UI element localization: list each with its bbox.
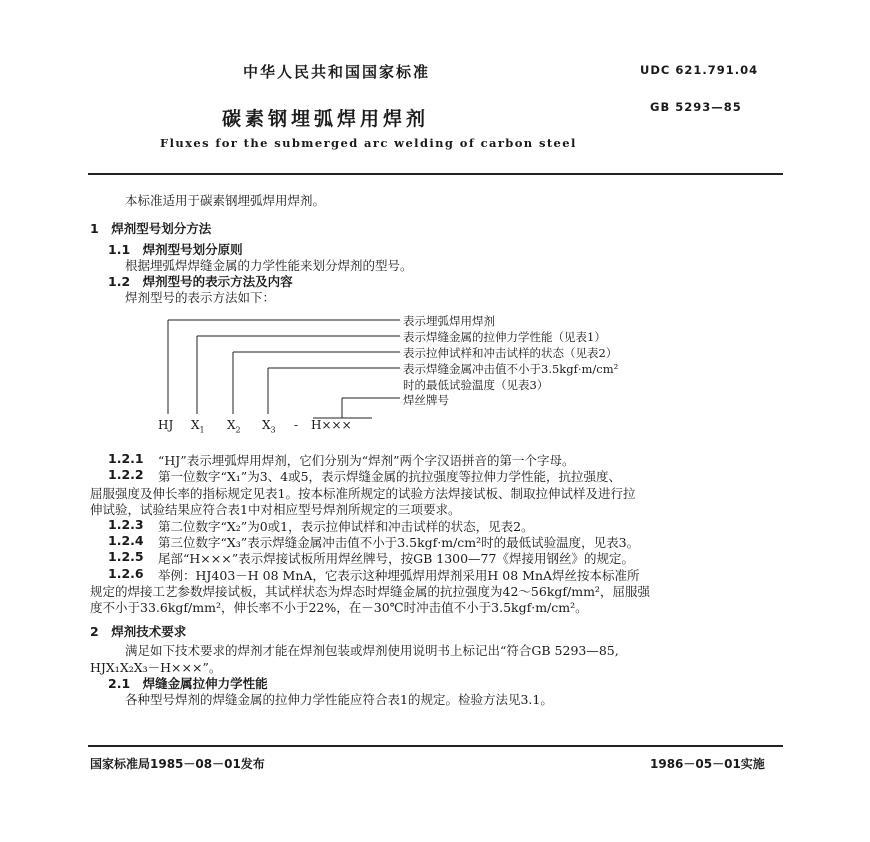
para-number: 1.2.2	[108, 467, 144, 482]
udc-code: UDC 621.791.04	[640, 63, 759, 77]
section-2-text-cont: HJX₁X₂X₃－H×××”。	[90, 660, 222, 675]
section-2-heading: 2 焊剂技术要求	[90, 624, 187, 639]
para-text: 举例：HJ403－H 08 MnA，它表示这种埋弧焊用焊剂采用H 08 MnA焊丝按本标准所	[158, 568, 640, 583]
standard-title-en: Fluxes for the submerged arc welding of carbon steel	[160, 136, 577, 150]
para-number: 1.2.5	[108, 549, 144, 564]
para-number: 1.2.4	[108, 533, 144, 548]
code-x3: $X_3$	[262, 418, 276, 435]
section-1-1-text: 根据埋弧焊焊缝金属的力学性能来划分焊剂的型号。	[125, 258, 413, 273]
para-number: 1.2.1	[108, 451, 144, 466]
para-text: “HJ”表示埋弧焊用焊剂，它们分别为“焊剂”两个字汉语拼音的第一个字母。	[158, 453, 575, 468]
issue-date: 国家标准局1985－08－01发布	[90, 757, 265, 771]
standard-title-cn: 碳素钢埋弧焊用焊剂	[222, 108, 430, 130]
para-text: 屈服强度及伸长率的指标规定见表1。按本标准所规定的试验方法焊接试板、制取拉伸试样及进行拉	[90, 486, 636, 501]
para-text: 规定的焊接工艺参数焊接试板，其试样状态为焊态时焊缝金属的抗拉强度为42～56kgf/mm²，屈服强	[90, 584, 650, 599]
standard-number: GB 5293—85	[650, 100, 742, 114]
section-2-1-heading: 2.1 焊缝金属拉伸力学性能	[108, 676, 268, 691]
diagram-label-x3-cont: 时的最低试验温度（见表3）	[403, 378, 549, 392]
para-text: 尾部“H×××”表示焊接试板所用焊丝牌号，按GB 1300—77《焊接用钢丝》的规定。	[158, 551, 634, 566]
para-number: 1.2.3	[108, 517, 144, 532]
effective-date: 1986－05－01实施	[650, 757, 765, 771]
section-1-1-heading: 1.1 焊剂型号划分原则	[108, 242, 243, 257]
para-text: 度不小于33.6kgf/mm²，伸长率不小于22%，在－30℃时冲击值不小于3.5kgf·m/cm²。	[90, 600, 588, 615]
para-text: 伸试验，试验结果应符合表1中对相应型号焊剂所规定的三项要求。	[90, 502, 461, 517]
section-1-2-heading: 1.2 焊剂型号的表示方法及内容	[108, 274, 293, 289]
code-dash: -	[294, 418, 299, 432]
code-wire: H×××	[311, 418, 352, 432]
para-text: 第二位数字“X₂”为0或1，表示拉伸试样和冲击试样的状态，见表2。	[158, 519, 534, 534]
diagram-label-x1: 表示焊缝金属的拉伸力学性能（见表1）	[403, 330, 606, 344]
code-hj: HJ	[158, 418, 174, 432]
section-1-heading: 1 焊剂型号划分方法	[90, 221, 212, 236]
diagram-label-hj: 表示埋弧焊用焊剂	[403, 314, 495, 328]
para-number: 1.2.6	[108, 566, 144, 581]
header-rule	[88, 173, 783, 175]
para-text: 第一位数字“X₁”为3、4或5，表示焊缝金属的抗拉强度等拉伸力学性能，抗拉强度、	[158, 469, 622, 484]
scope-text: 本标准适用于碳素钢埋弧焊用焊剂。	[125, 193, 326, 208]
section-1-2-text: 焊剂型号的表示方法如下：	[125, 290, 276, 305]
code-x2: $X_2$	[227, 418, 241, 435]
footer-rule	[88, 745, 783, 747]
issuing-authority-title: 中华人民共和国国家标准	[243, 63, 431, 81]
section-2-1-text: 各种型号焊剂的焊缝金属的拉伸力学性能应符合表1的规定。检验方法见3.1。	[125, 692, 553, 707]
diagram-label-x3: 表示焊缝金属冲击值不小于3.5kgf·m/cm²	[403, 362, 619, 376]
code-x1: $X_1$	[191, 418, 205, 435]
section-2-text: 满足如下技术要求的焊剂才能在焊剂包装或焊剂使用说明书上标记出“符合GB 5293—85,	[125, 643, 619, 658]
para-text: 第三位数字“X₃”表示焊缝金属冲击值不小于3.5kgf·m/cm²时的最低试验温度，见表3。	[158, 535, 640, 550]
diagram-label-wire: 焊丝牌号	[403, 393, 449, 407]
diagram-label-x2: 表示拉伸试样和冲击试样的状态（见表2）	[403, 346, 618, 360]
